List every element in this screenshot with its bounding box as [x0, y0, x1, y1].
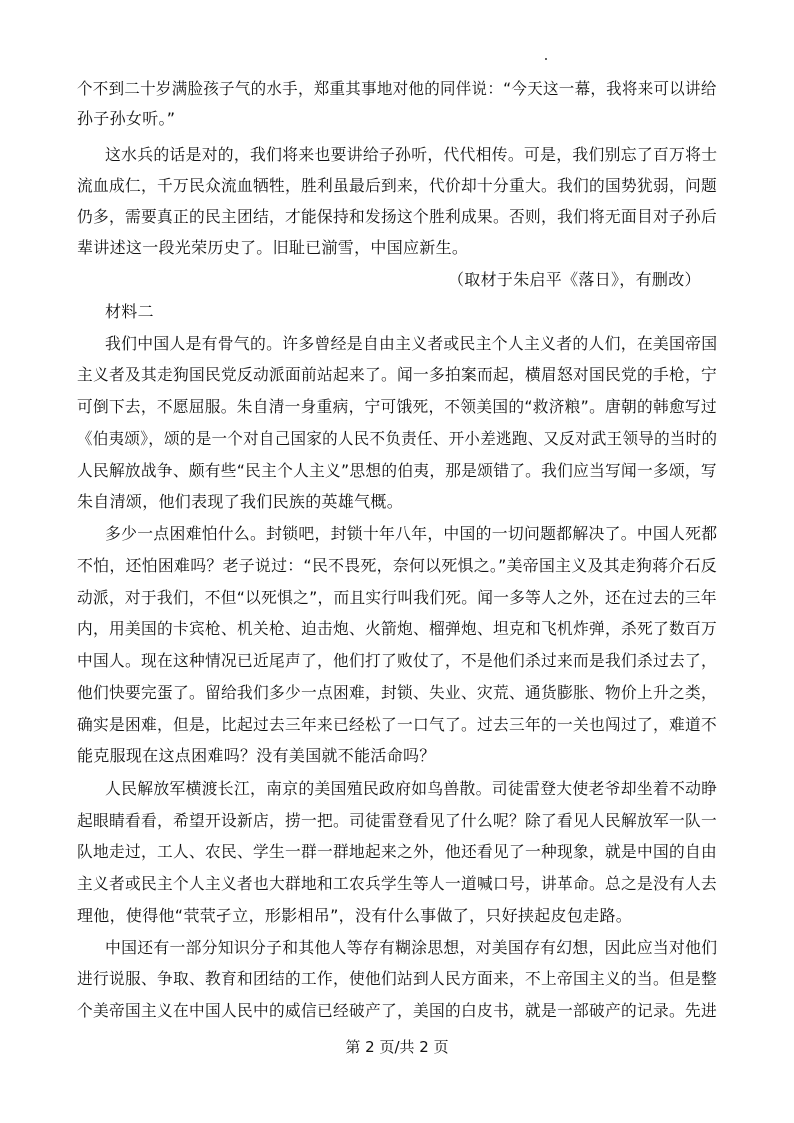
text-line: 个美帝国主义在中国人民中的威信已经破产了，美国的白皮书，就是一部破产的记录。先进 [77, 1001, 718, 1020]
text-line: 理他，使得他“茕茕孑立，形影相吊”，没有什么事做了，只好挟起皮包走路。 [77, 906, 633, 925]
paragraph-line: 中国还有一部分知识分子和其他人等存有糊涂思想，对美国存有幻想，因此应当对他们 [105, 938, 718, 957]
text-line: 朱自清颂，他们表现了我们民族的英雄气概。 [77, 492, 404, 511]
paragraph-line: 人民解放军横渡长江，南京的美国殖民政府如鸟兽散。司徒雷登大使老爷却坐着不动睁 [105, 779, 718, 798]
text-line: 不怕，还怕困难吗？老子说过：“民不畏死，奈何以死惧之。”美帝国主义及其走狗蒋介石反 [77, 556, 717, 575]
paragraph-line: 我们中国人是有骨气的。许多曾经是自由主义者或民主个人主义者的人们，在美国帝国 [105, 334, 718, 353]
text-line: 可倒下去，不愿屈服。朱自清一身重病，宁可饿死，不领美国的“救济粮”。唐朝的韩愈写过 [77, 397, 717, 416]
text-line: 主义者或民主个人主义者也大群地和工农兵学生等人一道喊口号，讲革命。总之是没有人去 [77, 874, 718, 893]
text-line: 动派，对于我们，不但“以死惧之”，而且实行叫我们死。闻一多等人之外，还在过去的三年 [77, 588, 717, 607]
text-line: 内，用美国的卡宾枪、机关枪、迫击炮、火箭炮、榴弹炮、坦克和飞机炸弹，杀死了数百万 [77, 619, 718, 638]
text-line: 流血成仁，千万民众流血牺牲，胜利虽最后到来，代价却十分重大。我们的国势犹弱，问题 [77, 176, 718, 195]
text-line: 中国人。现在这种情况已近尾声了，他们打了败仗了，不是他们杀过来而是我们杀过去了， [77, 651, 718, 670]
text-line: 人民解放战争、颇有些“民主个人主义”思想的伯夷，那是颂错了。我们应当写闻一多颂，写 [77, 461, 717, 480]
source-citation: （取材于朱启平《落日》，有删改） [448, 270, 701, 289]
page-number: 第 2 页/共 2 页 [345, 1038, 449, 1056]
paragraph-line: 这水兵的话是对的，我们将来也要讲给子孙听，代代相传。可是，我们别忘了百万将士 [105, 145, 718, 164]
text-line: 仍多，需要真正的民主团结，才能保持和发扬这个胜利成果。否则，我们将无面目对子孙后 [77, 207, 718, 226]
text-line: 孙子孙女听。” [77, 109, 176, 128]
section-heading: 材料二 [105, 302, 154, 321]
scan-dot [545, 58, 547, 60]
text-line: 《伯夷颂》，颂的是一个对自己国家的人民不负责任、开小差逃跑、又反对武王领导的当时的 [77, 429, 718, 448]
text-line: 他们快要完蛋了。留给我们多少一点困难，封锁、失业、灾荒、通货膨胀、物价上升之类， [77, 683, 718, 702]
text-line: 主义者及其走狗国民党反动派面前站起来了。闻一多拍案而起，横眉怒对国民党的手枪，宁 [77, 365, 718, 384]
text-line: 能克服现在这点困难吗？没有美国就不能活命吗？ [77, 746, 436, 765]
text-line: 确实是困难，但是，比起过去三年来已经松了一口气了。过去三年的一关也闯过了，难道不 [77, 715, 718, 734]
text-line: 起眼睛看看，希望开设新店，捞一把。司徒雷登看见了什么呢？除了看见人民解放军一队一 [77, 811, 718, 830]
text-line: 辈讲述这一段光荣历史了。旧耻已湔雪，中国应新生。 [77, 238, 469, 257]
text-line: 进行说服、争取、教育和团结的工作，使他们站到人民方面来，不上帝国主义的当。但是整 [77, 969, 718, 988]
paragraph-line: 多少一点困难怕什么。封锁吧，封锁十年八年，中国的一切问题都解决了。中国人死都 [105, 524, 718, 543]
text-line: 队地走过，工人、农民、学生一群一群地起来之外，他还看见了一种现象，就是中国的自由 [77, 842, 718, 861]
text-line: 个不到二十岁满脸孩子气的水手，郑重其事地对他的同伴说：“今天这一幕，我将来可以讲给 [77, 79, 717, 98]
